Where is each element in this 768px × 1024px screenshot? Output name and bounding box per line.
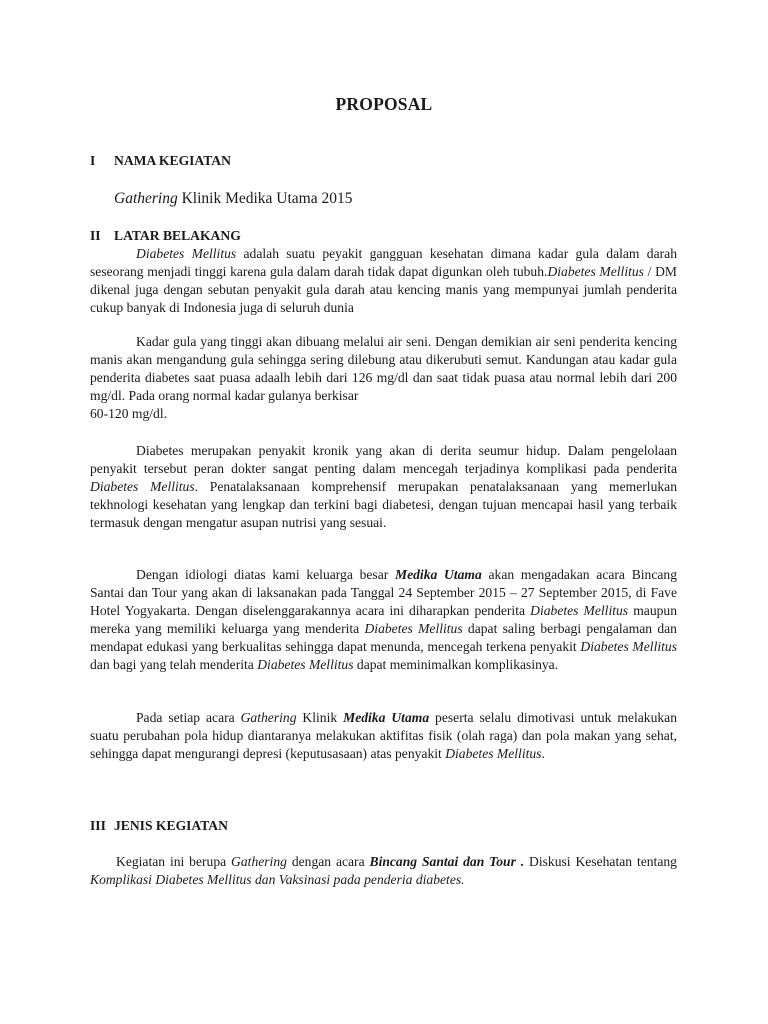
text: . <box>541 746 545 761</box>
paragraph-latar-belakang-5 <box>90 709 677 763</box>
text: adalah suatu peyakit gangguan kesehatan dimana kadar gula dalam darah seseorang menjadi tinggi karena gula dalam darah tidak dapat digunkan oleh tubuh. <box>90 246 677 279</box>
text: dapat saling berbagi pengalaman dan mendapat edukasi yang berkualitas sehingga dapat menunda, mencegah terkena penyakit <box>90 621 677 654</box>
text: Pada setiap acara <box>136 710 241 725</box>
bold-italic-text: Medika Utama <box>395 567 482 582</box>
paragraph-jenis-kegiatan <box>90 853 677 889</box>
event-name-rest: Klinik Medika Utama 2015 <box>177 190 353 207</box>
text: akan mengadakan acara Bincang Santai dan Tour yang akan di laksanakan pada Tanggal 24 September 2015 – 27 September 2015, di Fave Hotel Yogyakarta. Dengan diselenggarakannya acara ini diharapkan penderita <box>90 567 677 618</box>
italic-text: Diabetes Mellitus <box>580 639 677 654</box>
text: peserta selalu dimotivasi untuk melakukan suatu perubahan pola hidup diantaranya melakukan aktifitas fisik (olah raga) dan pola makan yang sehat, sehingga dapat mengurangi depresi (keputusasaan) atas penyakit <box>90 710 677 761</box>
text: dengan acara <box>286 854 370 869</box>
text: Dengan idiologi diatas kami keluarga besar <box>136 567 396 582</box>
italic-text: Diabetes Mellitus <box>257 657 354 672</box>
section-number: III <box>90 818 106 833</box>
section-title: NAMA KEGIATAN <box>114 153 231 168</box>
bold-italic-text: Bincang Santai dan Tour . <box>369 854 525 869</box>
paragraph-latar-belakang-4 <box>90 566 677 674</box>
italic-text: Diabetes Mellitus <box>530 603 629 618</box>
italic-text: Gathering <box>240 710 297 725</box>
italic-text: Diabetes Mellitus <box>90 479 195 494</box>
italic-text: Gathering <box>231 854 287 869</box>
section-heading-nama-kegiatan <box>90 152 231 170</box>
text: maupun mereka yang memiliki keluarga yang menderita <box>90 603 678 636</box>
event-name-italic: Gathering <box>114 190 178 207</box>
text: Kadar gula yang tinggi akan dibuang melalui air seni. Dengan demikian air seni penderita kencing manis akan mengandung gula sehingga sering dilebung atau dikerubuti semut. Kandungan atau kadar gula penderita diabetes saat puasa adaalh lebih dari 126 mg/dl dan saat tidak puasa atau normal lebih dari 200 mg/dl. Pada orang normal kadar gulanya berkisar <box>90 334 677 403</box>
paragraph-latar-belakang-1 <box>90 245 677 317</box>
text: Kegiatan ini berupa <box>116 854 232 869</box>
section-title: LATAR BELAKANG <box>114 228 241 243</box>
italic-text: Diabetes Mellitus <box>445 746 542 761</box>
section-number: II <box>90 228 101 243</box>
text: Diskusi Kesehatan tentang <box>524 854 677 869</box>
italic-text: Komplikasi Diabetes Mellitus dan Vaksinasi pada penderia diabetes. <box>90 872 465 887</box>
italic-text: Diabetes Mellitus <box>547 264 644 279</box>
text: Diabetes merupakan penyakit kronik yang akan di derita seumur hidup. Dalam pengelolaan penyakit tersebut peran dokter sangat penting dalam mencegah terjadinya komplikasi pada penderita <box>90 443 677 476</box>
paragraph-latar-belakang-3 <box>90 442 677 532</box>
text: dan bagi yang telah menderita <box>90 657 258 672</box>
text: Klinik <box>296 710 344 725</box>
text: 60-120 mg/dl. <box>90 406 168 421</box>
section-number: I <box>90 153 96 168</box>
paragraph-latar-belakang-2 <box>90 333 677 423</box>
italic-text: Diabetes Mellitus <box>136 246 237 261</box>
document-title: PROPOSAL <box>335 94 433 114</box>
bold-italic-text: Medika Utama <box>343 710 430 725</box>
section-heading-jenis-kegiatan <box>90 817 228 835</box>
text: / DM dikenal juga dengan sebutan penyakit gula darah atau kencing manis yang mempunyai jumlah penderita cukup banyak di Indonesia juga di seluruh dunia <box>90 264 677 315</box>
text: dapat meminimalkan komplikasinya. <box>353 657 559 672</box>
section-heading-latar-belakang <box>90 227 241 245</box>
italic-text: Diabetes Mellitus <box>364 621 463 636</box>
event-name <box>114 190 353 208</box>
section-title: JENIS KEGIATAN <box>114 818 228 833</box>
text: . Penatalaksanaan komprehensif merupakan penatalaksanaan yang memerlukan tekhnologi kesehatan yang lengkap dan terkini bagi diabetesi, dengan tujuan mencapai hasil yang terbaik termasuk dengan mengatur asupan nutrisi yang sesuai. <box>90 479 677 530</box>
